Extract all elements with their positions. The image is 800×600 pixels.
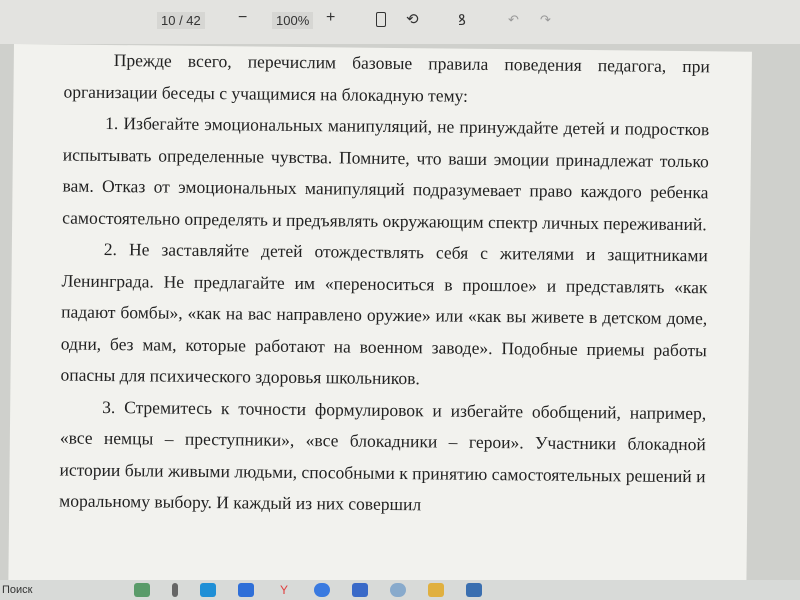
weather-icon[interactable] <box>134 583 150 597</box>
taskbar <box>0 580 800 600</box>
paragraph-rule-1: 1. Избегайте эмоциональных манипуляций, не принуждайте детей и подростков испытывать определенные чувства. Помните, что ваши эмоции принадлежат только вам. Отказ от эмоциональных манипуляций подразумевает право каждого ребенка самостоятельно определять и предъявлять окружающим спектр личных переживаний. <box>62 112 710 234</box>
fit-page-icon[interactable] <box>376 12 386 27</box>
app-icon[interactable] <box>390 583 406 597</box>
app-icon[interactable] <box>314 583 330 597</box>
zoom-level[interactable]: 100% <box>272 12 313 29</box>
page-indicator[interactable]: 10 / 42 <box>157 12 205 29</box>
paragraph-rule-2: 2. Не заставляйте детей отождествлять себя с жителями и защитниками Ленинграда. Не предлагайте им «переноситься в прошлое» и представлять «как падают бомбы», «как на вас направлено оружие» или «как вы живете в детском доме, одни, без мам, которые работают на военном заводе». Подобные приемы работы опасны для психического здоровья школьников. <box>60 238 708 389</box>
app-icon[interactable] <box>172 583 178 597</box>
draw-icon[interactable]: ꝸ <box>458 12 466 29</box>
calendar-icon[interactable] <box>352 583 368 597</box>
redo-icon[interactable]: ↷ <box>540 12 551 27</box>
paragraph-rule-3: 3. Стремитесь к точности формулировок и избегайте обобщений, например, «все немцы – преступники», «все блокадники – герои». Участники блокадной истории были живыми людьми, способными к принятию самостоятельных решений и моральному выбору. И каждый из них совершил <box>59 396 707 515</box>
document-text <box>59 45 710 524</box>
edge-icon[interactable] <box>200 583 216 597</box>
yandex-icon[interactable]: Y <box>279 583 288 597</box>
taskbar-search[interactable]: Поиск <box>2 584 33 596</box>
document-page <box>8 44 752 588</box>
explorer-icon[interactable] <box>428 583 444 597</box>
paragraph-intro: Прежде всего, перечислим базовые правила поведения педагога, при организации беседы с учащимися на блокадную тему: <box>63 50 710 106</box>
undo-icon[interactable]: ↶ <box>508 12 519 27</box>
zoom-in-button[interactable]: + <box>326 9 336 26</box>
pdf-toolbar <box>0 0 800 44</box>
app-icon[interactable] <box>238 583 254 597</box>
app-icon[interactable] <box>466 583 482 597</box>
zoom-out-button[interactable]: − <box>238 9 248 26</box>
rotate-icon[interactable]: ⟲ <box>406 11 419 28</box>
